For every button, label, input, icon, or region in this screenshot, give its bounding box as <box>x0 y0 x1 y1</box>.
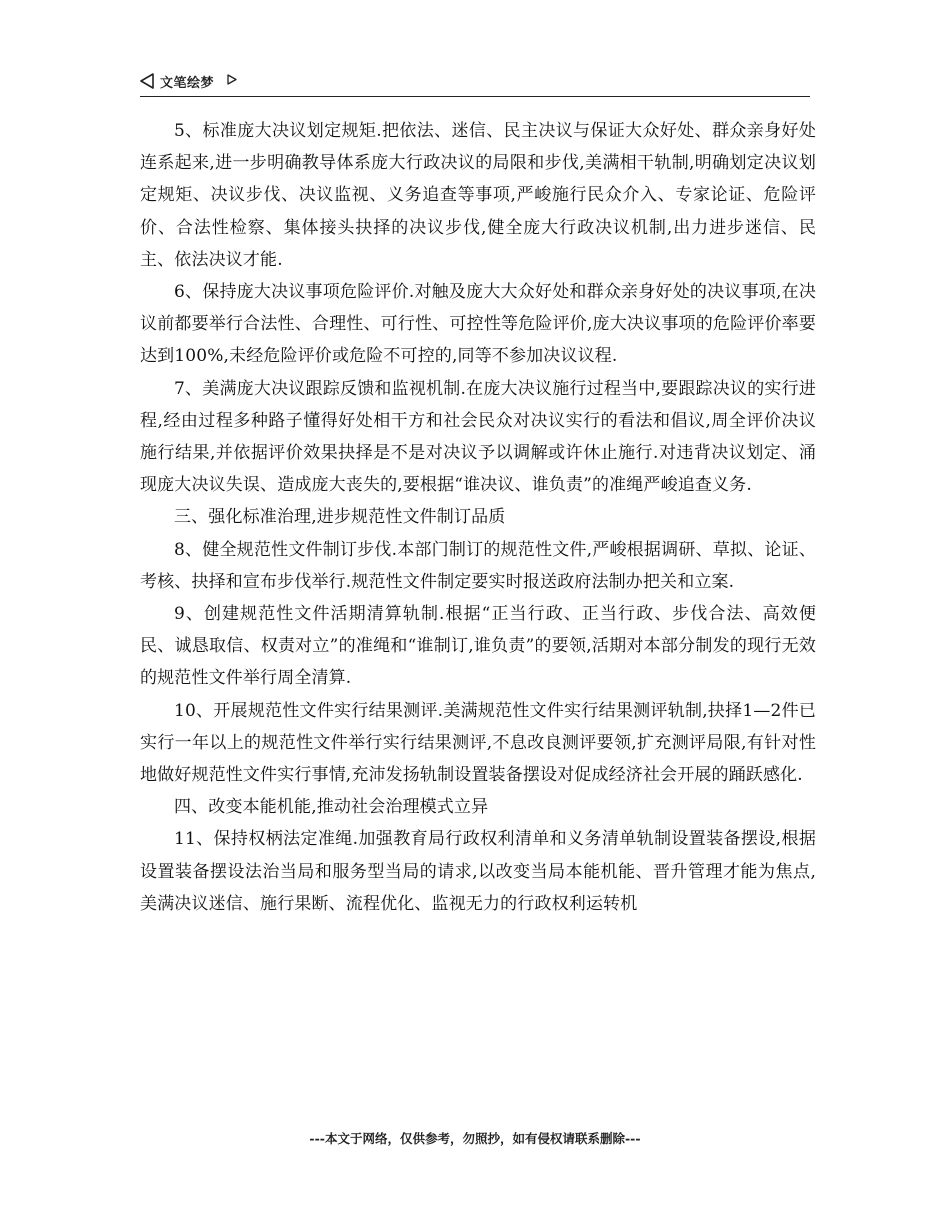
paragraph-8: 8、健全规范性文件制订步伐.本部门制订的规范性文件,严峻根据调研、草拟、论证、考核、抉择和宣布步伐举行.规范性文件制定要实时报送政府法制办把关和立案. <box>140 539 816 592</box>
page-footer-notice: ---本文于网络，仅供参考，勿照抄，如有侵权请联系删除--- <box>309 1131 641 1146</box>
header-brand: 文笔绘梦 <box>160 76 215 91</box>
section-heading-3: 三、强化标准治理,进步规范性文件制订品质 <box>174 507 506 528</box>
triangle-right-icon <box>227 74 237 85</box>
page-header <box>140 70 810 97</box>
document-body <box>140 115 816 920</box>
paragraph-7: 7、美满庞大决议跟踪反馈和监视机制.在庞大决议施行过程当中,要跟踪决议的实行进程,经由过程多种路子懂得好处相干方和社会民众对决议实行的看法和倡议,周全评价决议施行结果,并依据评价效果抉择是不是对决议予以调解或许休止施行.对违背决议划定、涌现庞大决议失误、造成庞大丧失的,要根据“谁决议、谁负责”的准绳严峻追查义务. <box>140 378 816 496</box>
triangle-left-icon <box>140 73 154 89</box>
paragraph-5: 5、标准庞大决议划定规矩.把依法、迷信、民主决议与保证大众好处、群众亲身好处连系起来,进一步明确教导体系庞大行政决议的局限和步伐,美满相干轨制,明确划定决议划定规矩、决议步伐、决议监视、义务追查等事项,严峻施行民众介入、专家论证、危险评价、合法性检察、集体接头抉择的决议步伐,健全庞大行政决议机制,出力进步迷信、民主、依法决议才能. <box>140 121 816 270</box>
paragraph-9: 9、创建规范性文件活期清算轨制.根据“正当行政、正当行政、步伐合法、高效便民、诚恳取信、权责对立”的准绳和“谁制订,谁负责”的要领,活期对本部分制发的现行无效的规范性文件举行周全清算. <box>140 604 816 689</box>
paragraph-11: 11、保持权柄法定准绳.加强教育局行政权利清单和义务清单轨制设置装备摆设,根据设置装备摆设法治当局和服务型当局的请求,以改变当局本能机能、晋升管理才能为焦点,美满决议迷信、施行果断、流程优化、监视无力的行政权利运转机 <box>140 829 816 914</box>
section-heading-4: 四、改变本能机能,推动社会治理模式立异 <box>174 797 489 818</box>
paragraph-6: 6、保持庞大决议事项危险评价.对触及庞大大众好处和群众亲身好处的决议事项,在决议前都要举行合法性、合理性、可行性、可控性等危险评价,庞大决议事项的危险评价率要达到100%,未经危险评价或危险不可控的,同等不参加决议议程. <box>140 282 816 367</box>
paragraph-10: 10、开展规范性文件实行结果测评.美满规范性文件实行结果测评轨制,抉择1—2件已实行一年以上的规范性文件举行实行结果测评,不息改良测评要领,扩充测评局限,有针对性地做好规范性文件实行事情,充沛发扬轨制设置装备摆设对促成经济社会开展的踊跃感化. <box>140 700 816 786</box>
